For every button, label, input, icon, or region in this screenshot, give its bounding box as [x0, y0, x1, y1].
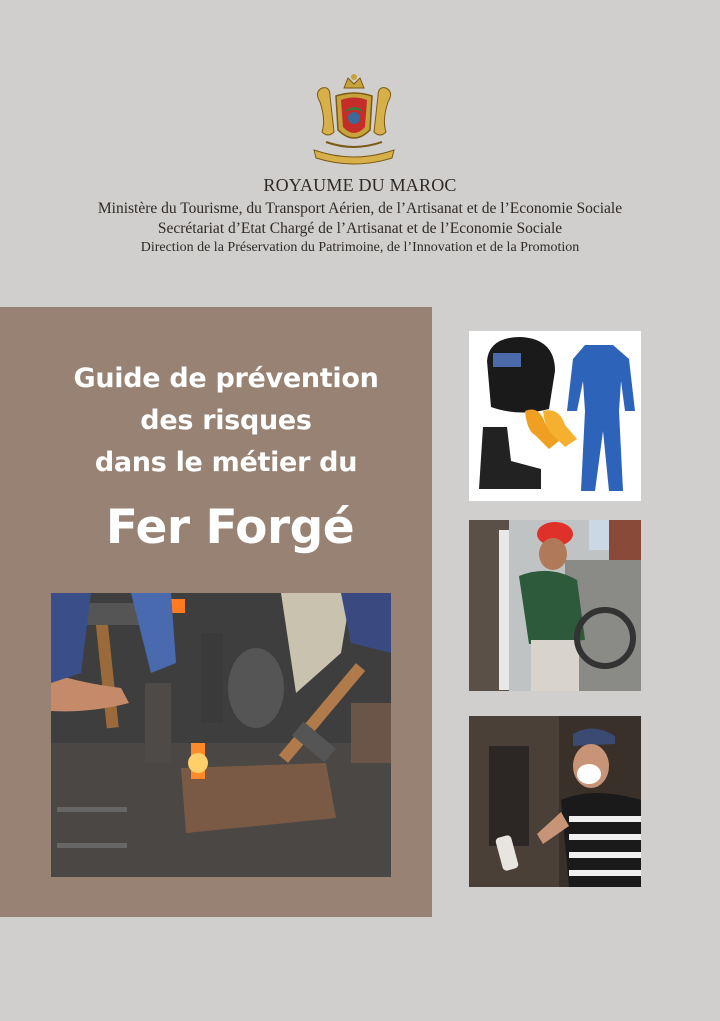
welder-with-helmet-photo — [469, 520, 641, 691]
title-main: Fer Forgé — [105, 500, 355, 555]
title-line-3: dans le métier du — [94, 447, 358, 478]
title-line-2: des risques — [140, 405, 312, 436]
kingdom-name: ROYAUME DU MAROC — [263, 175, 457, 195]
title-line-1: Guide de prévention — [73, 363, 379, 394]
protective-equipment-photo — [469, 331, 641, 501]
forge-hammering-photo — [51, 593, 391, 877]
secretariat-name: Secrétariat d’Etat Chargé de l’Artisanat et de l’Economie Sociale — [157, 220, 563, 237]
worker-with-spray-photo — [469, 716, 641, 887]
direction-name: Direction de la Préservation du Patrimoine, de l’Innovation et de la Promotion — [140, 240, 580, 255]
guide-title — [0, 358, 452, 484]
royal-emblem — [306, 72, 402, 170]
ministry-name: Ministère du Tourisme, du Transport Aérien, de l’Artisanat et de l’Economie Sociale — [97, 200, 623, 217]
